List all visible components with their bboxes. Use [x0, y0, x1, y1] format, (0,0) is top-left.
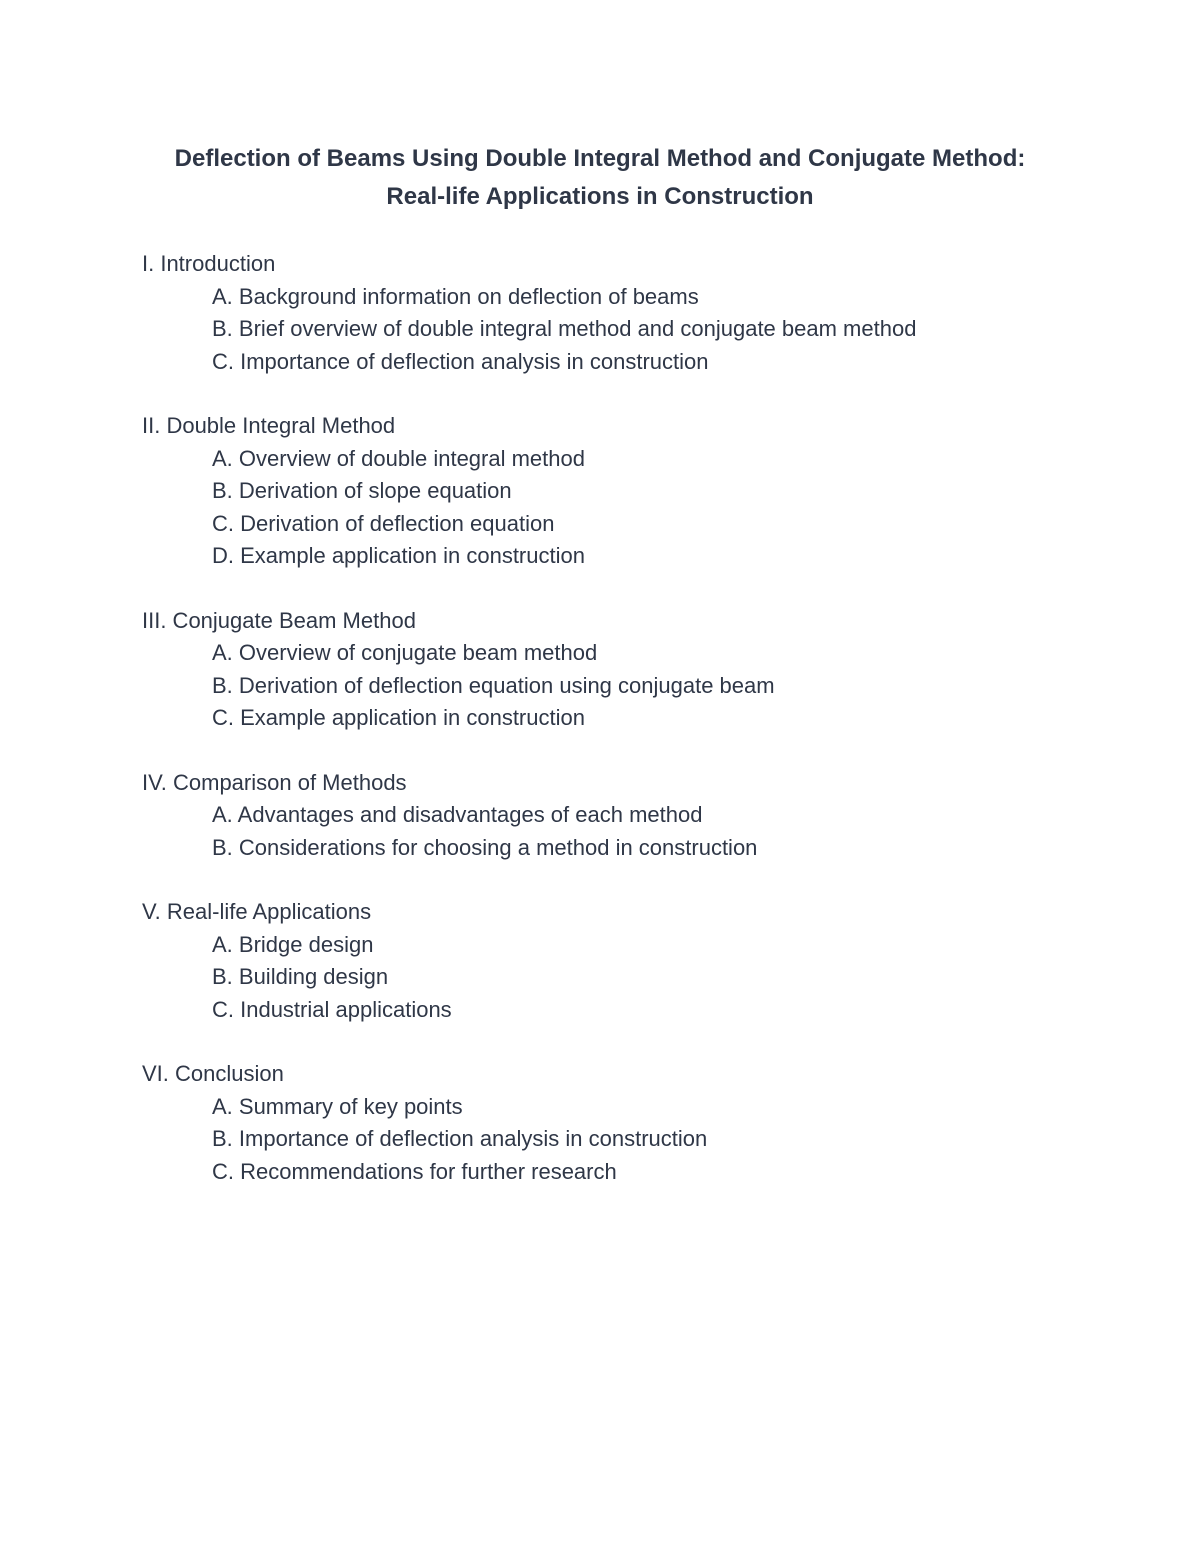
title-line-1: Deflection of Beams Using Double Integral Method and Conjugate Method:: [174, 145, 1026, 172]
outline-item: D. Example application in construction: [212, 543, 585, 568]
outline-item: A. Summary of key points: [212, 1093, 463, 1119]
outline-item: C. Derivation of deflection equation: [212, 510, 555, 536]
section-heading: III. Conjugate Beam Method: [142, 607, 416, 633]
document-title: [0, 140, 1200, 216]
section-heading: II. Double Integral Method: [142, 413, 396, 438]
outline-item: A. Overview of conjugate beam method: [212, 640, 598, 665]
section-heading: IV. Comparison of Methods: [142, 769, 407, 795]
section-double-integral-method: [142, 410, 1142, 573]
section-conclusion: [142, 1058, 1142, 1188]
outline-item: A. Overview of double integral method: [212, 445, 585, 471]
section-heading: I. Introduction: [142, 251, 276, 276]
outline-item: A. Advantages and disadvantages of each method: [212, 802, 703, 827]
outline-item: C. Industrial applications: [212, 996, 452, 1022]
section-heading: V. Real-life Applications: [142, 899, 372, 924]
section-conjugate-beam-method: [142, 605, 1142, 735]
outline-item: C. Importance of deflection analysis in construction: [212, 348, 709, 374]
outline-item: A. Bridge design: [212, 931, 374, 957]
outline-item: C. Example application in construction: [212, 705, 585, 730]
outline-item: B. Building design: [212, 964, 389, 989]
section-introduction: [142, 248, 1142, 378]
outline-item: C. Recommendations for further research: [212, 1158, 617, 1184]
section-heading: VI. Conclusion: [142, 1061, 284, 1086]
outline-item: A. Background information on deflection of beams: [212, 283, 699, 309]
outline-item: B. Derivation of deflection equation using conjugate beam: [212, 672, 775, 698]
outline-item: B. Brief overview of double integral method and conjugate beam method: [212, 316, 917, 341]
outline: [142, 248, 1142, 1220]
title-line-2: Real-life Applications in Construction: [386, 183, 814, 210]
outline-item: B. Importance of deflection analysis in construction: [212, 1126, 708, 1151]
section-real-life-applications: [142, 896, 1142, 1026]
section-comparison-of-methods: [142, 767, 1142, 865]
outline-item: B. Considerations for choosing a method in construction: [212, 834, 758, 860]
outline-item: B. Derivation of slope equation: [212, 478, 512, 503]
